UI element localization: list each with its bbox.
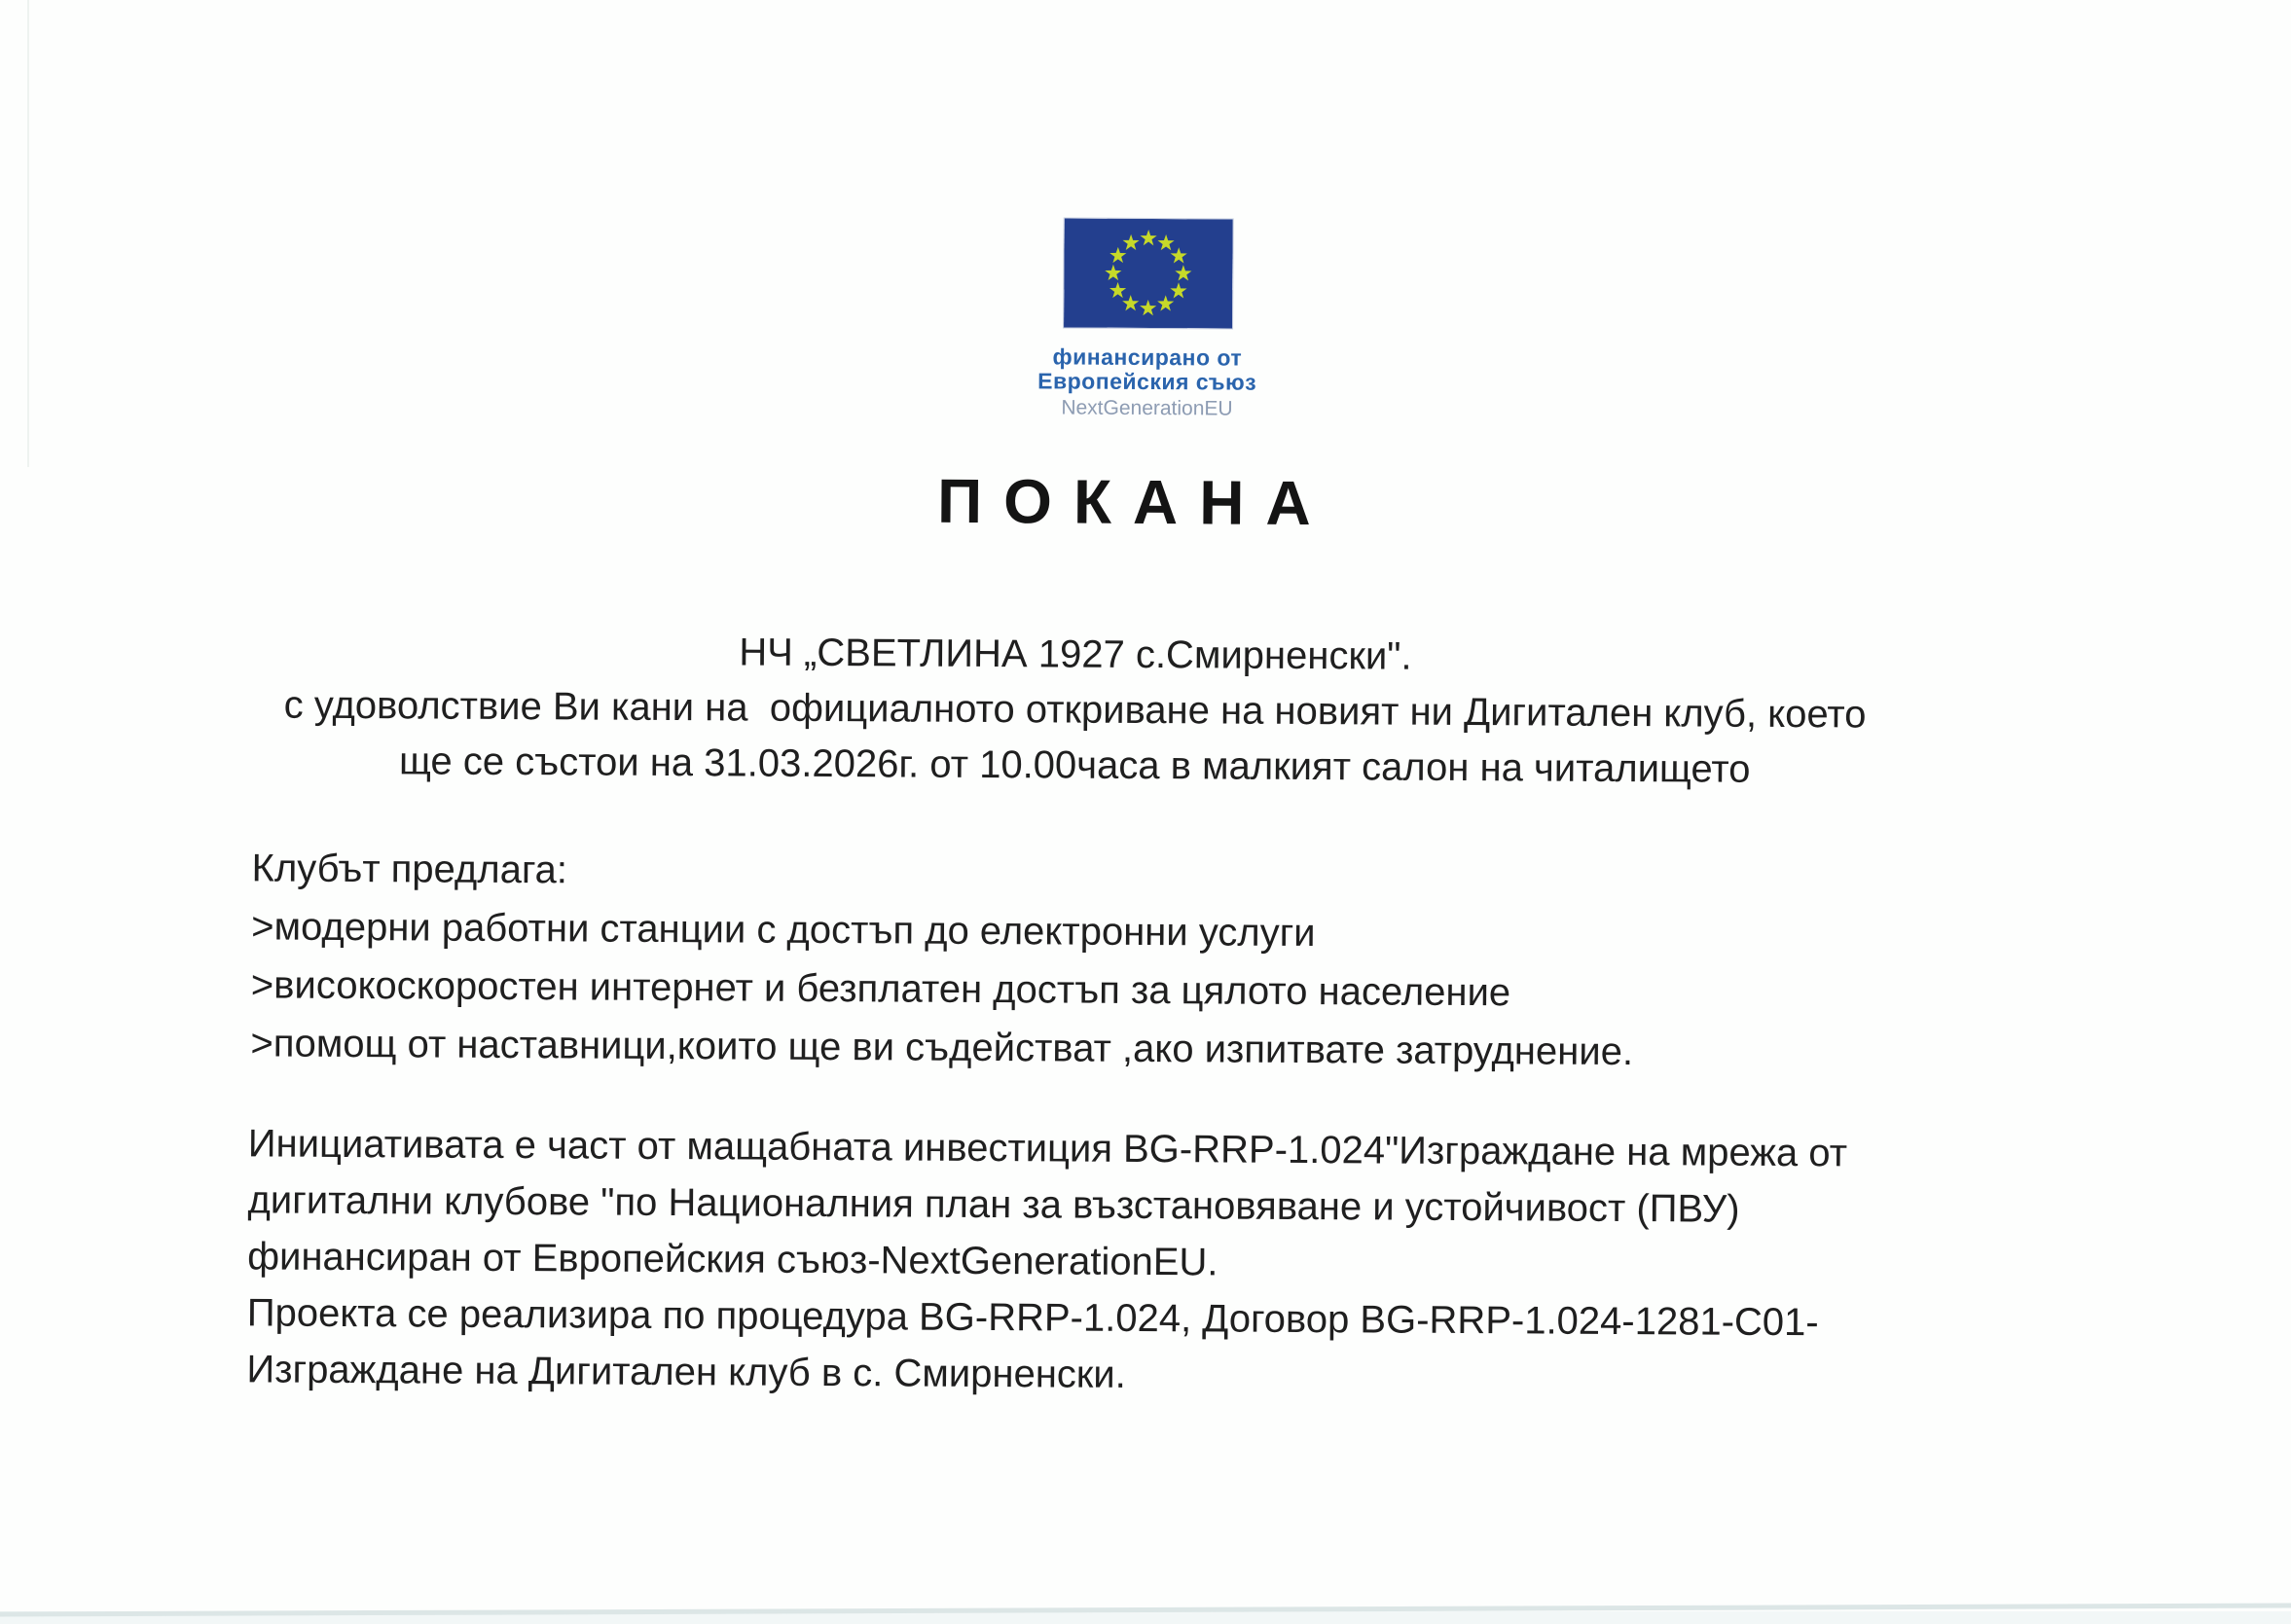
intro-line: ще се състои на 31.03.2026г. от 10.00часа в малкият салон на читалището xyxy=(398,740,1751,791)
offers-section xyxy=(250,839,2100,1084)
eu-subcaption: NextGenerationEU xyxy=(1061,396,1233,420)
details-paragraph xyxy=(246,1115,2117,1409)
details-line: дигитални клубове "по Националния план за възстановяване и устойчивост (ПВУ) xyxy=(247,1178,1740,1231)
details-line: финансиран от Европейския съюз-NextGenerationEU. xyxy=(247,1235,1218,1284)
offer-item: >модерни работни станции с достъп до електронни услуги xyxy=(251,905,1316,956)
details-line: Изграждане на Дигитален клуб в с. Смирненски. xyxy=(246,1348,1126,1396)
intro-paragraph xyxy=(179,622,1971,799)
eu-flag-icon xyxy=(1064,218,1233,328)
eu-caption-line1: финансирано от xyxy=(1052,343,1243,371)
offer-item: >помощ от наставници,които ще ви съдействат ,ако изпитвате затруднение. xyxy=(250,1022,1634,1074)
page-title: ПОКАНА xyxy=(936,465,1332,539)
offer-item: >високоскоростен интернет и безплатен достъп за цялото население xyxy=(250,963,1511,1015)
details-line: Инициативата е част от мащабната инвестиция BG-RRP-1.024"Изграждане на мрежа от xyxy=(247,1122,1848,1175)
intro-line: с удоволствие Ви кани на официалното откриване на новият ни Дигитален клуб, което xyxy=(283,683,1867,737)
details-line: Проекта се реализира по процедура BG-RRP-1.024, Договор BG-RRP-1.024-1281-C01- xyxy=(246,1291,1819,1345)
eu-funding-logo xyxy=(976,218,1318,420)
scan-edge-artifact xyxy=(27,0,29,467)
intro-line: НЧ „СВЕТЛИНА 1927 с.Смирненски". xyxy=(739,631,1412,678)
offers-heading: Клубът предлага: xyxy=(251,847,568,892)
eu-caption-line2: Европейския съюз xyxy=(1037,368,1257,395)
